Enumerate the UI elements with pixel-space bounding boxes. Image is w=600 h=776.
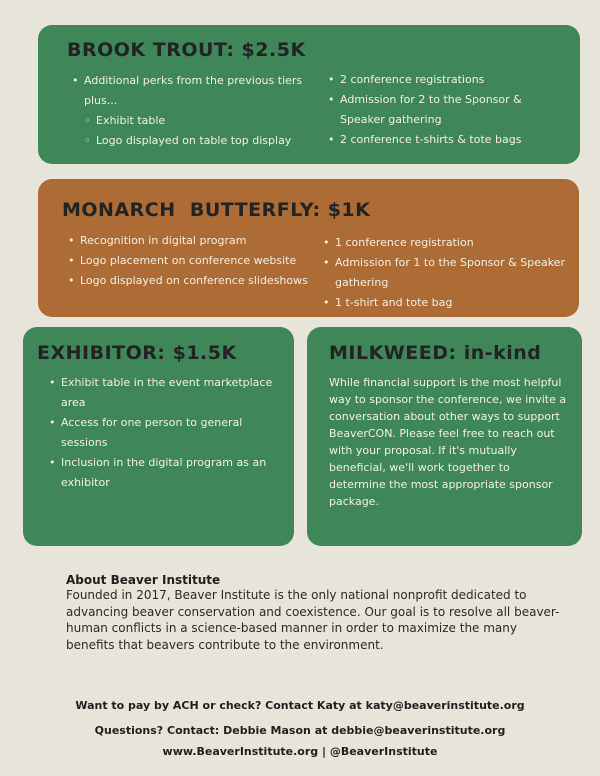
website-social-links[interactable]: www.BeaverInstitute.org | @BeaverInstitute [162, 745, 438, 758]
monarch-butterfly-title: MONARCH BUTTERFLY: $1K [62, 199, 371, 221]
brook-trout-title: BROOK TROUT: $2.5K [67, 39, 306, 61]
list-item: • Admission for 1 to the Sponsor & Speaker gathering [323, 253, 573, 293]
list-item: • Exhibit table in the event marketplace area [49, 373, 279, 413]
brook-trout-tier-card [38, 25, 580, 164]
monarch-list-left [68, 231, 324, 291]
questions-contact: Questions? Contact: Debbie Mason at debbie@beaverinstitute.org [94, 724, 506, 737]
list-item: • Admission for 2 to the Sponsor & Speaker gathering [328, 90, 568, 130]
milkweed-tier-card [307, 327, 582, 546]
brook-trout-list-left [72, 71, 312, 151]
list-item: • 2 conference registrations [328, 70, 568, 90]
list-item: • Recognition in digital program [68, 231, 324, 251]
list-item: • 2 conference t-shirts & tote bags [328, 130, 568, 150]
about-section [66, 573, 566, 653]
list-item: • Additional perks from the previous tiers plus... [72, 71, 312, 111]
list-item: • Inclusion in the digital program as an exhibitor [49, 453, 279, 493]
list-item: • Logo displayed on conference slideshows [68, 271, 324, 291]
milkweed-description: While financial support is the most helpful way to sponsor the conference, we invite a conversation about other ways to support BeaverCON. Please feel free to reach out with your proposal. If it's mutually beneficial, we'll work together to determine the most appropriate sponsor package. [329, 376, 567, 508]
brook-trout-list-right [328, 70, 568, 150]
about-heading: About Beaver Institute [66, 573, 221, 587]
list-item: • Access for one person to general sessions [49, 413, 279, 453]
sub-list-item: ◦ Logo displayed on table top display [72, 131, 312, 151]
list-item: • Logo placement on conference website [68, 251, 324, 271]
exhibitor-tier-card [23, 327, 294, 546]
milkweed-title: MILKWEED: in-kind [329, 342, 542, 364]
monarch-list-right [323, 233, 573, 313]
exhibitor-title: EXHIBITOR: $1.5K [37, 342, 237, 364]
payment-contact: Want to pay by ACH or check? Contact Katy at katy@beaverinstitute.org [75, 699, 525, 712]
about-body: Founded in 2017, Beaver Institute is the only national nonprofit dedicated to advancing beaver conservation and coexistence. Our goal is to resolve all beaver-human conflicts in a science-based manner in order to maximize the many benefits that beavers contribute to the environment. [66, 588, 560, 652]
exhibitor-list [49, 373, 279, 493]
list-item: • 1 conference registration [323, 233, 573, 253]
list-item: • 1 t-shirt and tote bag [323, 293, 573, 313]
sub-list-item: ◦ Exhibit table [72, 111, 312, 131]
monarch-butterfly-tier-card [38, 179, 579, 317]
